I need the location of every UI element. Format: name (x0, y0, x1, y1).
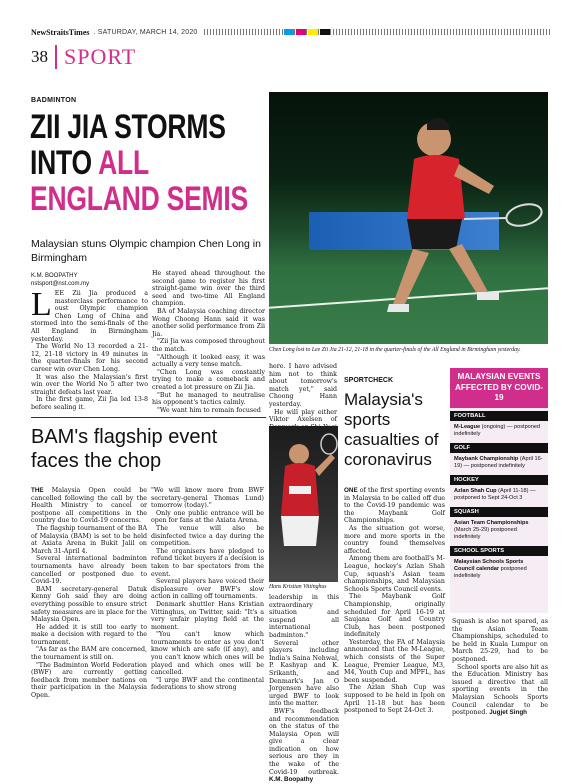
sidebar-category: GOLF (450, 443, 548, 453)
covid-events-sidebar (450, 368, 548, 613)
headline-all: ALL (98, 144, 149, 182)
sidebar-entry (450, 453, 548, 472)
story2-column-3 (269, 594, 339, 784)
event-detail: (April 16-19) — postponed indefinitely (454, 455, 543, 469)
sidebar-category: HOCKEY (450, 475, 548, 485)
story3-headline: Malaysia's sports casualties of coronavirus (344, 390, 439, 469)
story-kicker: BADMINTON (31, 97, 77, 104)
event-detail: postponed indefinitely (454, 565, 527, 579)
story3-column-2 (452, 618, 548, 717)
story3-column (344, 487, 445, 715)
sidebar-item (450, 443, 548, 472)
sidebar-item (450, 411, 548, 440)
sidebar-item (450, 507, 548, 543)
event-name: M-League (454, 423, 481, 430)
paragraph: "As far as the BAM are concerned, the tournament is still on. (31, 646, 147, 662)
byline-name: K.M. BOOPATHY (31, 273, 78, 279)
section-header (31, 42, 136, 72)
paragraph: "I urge BWF and the continental federations to show strong (151, 676, 264, 692)
main-headline (30, 109, 264, 217)
lead-word: ONE (344, 487, 358, 494)
paragraph: As the situation got worse, more and more sports in the country found themselves affected. (344, 524, 445, 555)
author-sign: K.M. Boopathy (269, 776, 314, 784)
paragraph: The flagship tournament of the BA of Malaysia (BAM) is set to be held at Axiata Arena in Bukit Jalil on March 31-April 4. (31, 524, 147, 555)
sidebar-entry (450, 517, 548, 543)
sidebar-category: SCHOOL SPORTS (450, 546, 548, 556)
event-detail: (March 25-29) postponed indefinitely (454, 526, 517, 540)
swatch-magenta (296, 29, 306, 35)
sportcheck-label: SPORTCHECK (344, 377, 394, 384)
paragraph: EE Zii Jia produced a masterclass performance to oust Olympic champion Chen Long of China and stormed into the semi-finals of the All England in Birmingham yesterday. (31, 290, 148, 343)
drop-cap: L (31, 286, 52, 323)
paragraph (452, 664, 548, 717)
headline-into: INTO (30, 144, 92, 182)
divider (31, 417, 266, 418)
paragraph: The Maybank Golf Championship, originally scheduled for April 16-19 at Saujana Golf and Country Club, has been postponed indefinitely (344, 593, 445, 639)
event-name: Asian Team Championships (454, 519, 529, 526)
player-figure (269, 426, 338, 582)
paragraph (269, 708, 339, 784)
headline-line-2 (30, 145, 264, 181)
paragraph: BA of Malaysia coaching director Wong Choong Hann said it was another solid performance from Zii Jia. (152, 307, 265, 338)
paragraph: Only one public entrance will be open for fans at the Axiata Arena. (151, 509, 264, 525)
paragraph: The organisers have pledged to refund ticket buyers if a decision is taken to bar spectators from the event. (151, 547, 264, 578)
headline-line-1: ZII JIA STORMS (30, 108, 226, 146)
lead-text: Malaysia Open could be cancelled following the call by the Health Ministry to cancel or postpone all competitions in the country due to Covid-19 concerns. (31, 487, 147, 525)
paragraph: "We want him to remain focused (157, 406, 261, 414)
event-detail: (April 11-18) — postponed to Sept 24-Oct 3 (454, 487, 536, 501)
masthead (31, 26, 551, 38)
byline-email: nstsport@nst.com.my (31, 281, 90, 287)
event-name: Malaysian Schools Sports Council calendar (454, 558, 524, 572)
paragraph: here. I have advised him not to think about tomorrow's match yet," said Choong Hann yesterday. (269, 363, 337, 408)
sidebar-entry (450, 421, 548, 440)
issue-date: . SATURDAY, MARCH 14, 2020 (93, 28, 198, 36)
story2-column-2 (151, 487, 264, 692)
photo-caption: Chen Long lost to Lee Zii Jia 21-12, 21-18 in the quarter-finals of the All England in Birmingham yesterday. (269, 347, 521, 353)
main-story-column-1 (31, 286, 148, 412)
event-name: Maybank Championship (454, 455, 519, 462)
paragraph (31, 487, 147, 525)
page-number: 38 (31, 45, 57, 69)
story2-headline: BAM's flagship event faces the chop (31, 426, 218, 472)
sidebar-item (450, 546, 548, 582)
paragraph: "Although it looked easy, it was actually a very tense match. (152, 353, 265, 369)
paragraph: He will play either Viktor Axelsen of (269, 408, 337, 424)
headline-line-3: ENGLAND SEMIS (30, 180, 248, 218)
swatch-cyan (284, 29, 294, 35)
paragraph: Several other players including India's Saina Nehwal, P. Kashyap and K. Srikanth, and Denmark's Jan O Jorgensen have also urged BWF to look into the matter. (269, 639, 339, 708)
paragraph: Several players have voiced their displeasure over BWF's slow action in calling off tournaments. (151, 578, 264, 601)
paragraph: In the first game, Zii Jia led 13-8 before sealing it. (31, 396, 148, 411)
chen-long-photo (269, 92, 548, 344)
racket-icon (464, 197, 548, 237)
paragraph: The venue will also be disinfected twice a day during the competition. (151, 524, 264, 548)
paragraph: Squash is also not spared, as the Asian Team Championships, scheduled to be held in Kuala Lumpur on March 25-29, had to be postponed. (452, 618, 548, 663)
sidebar-title: MALAYSIAN EVENTS AFFECTED BY COVID-19 (450, 368, 548, 408)
paragraph: "The Badminton World Federation (BWF) are currently getting feedback from member nations on their participation in the Malaysia Open. (31, 661, 147, 700)
paragraph: It was also the Malaysian's first win over the World No 5 after two straight defeats last year. (31, 373, 148, 396)
event-detail: (ongoing) — postponed indefinitely (454, 423, 541, 437)
newspaper-name: NewStraitsTimes (31, 27, 90, 37)
paragraph: leadership in this extraordinary situation and suspend all international badminton." (269, 594, 339, 639)
swatch-black (320, 29, 330, 35)
paragraph: "We will know more from BWF secretary-general Thomas Lund) tomorrow (today)." (151, 487, 264, 510)
paragraph (344, 487, 445, 525)
paragraph: "Chen Long was constantly trying to make a comeback and created a lot pressure on Zii Jia. (152, 368, 265, 391)
sidebar-item (450, 475, 548, 504)
paragraph: "You can't know which tournaments to enter as you don't know which are safe (if any), and you can't know which ones will be played and which ones will be cancelled. (151, 631, 264, 677)
paragraph-text: School sports are also hit as the Education Ministry has issued a directive that all sporting events in the Malaysian Schools Sports Council calendar to be postponed. (452, 663, 548, 717)
paragraph: Denmark shuttler Hans Kristian Vittinghus, on Twitter, said: "It's a very unfair playing field at the moment. (151, 600, 264, 631)
photo-caption: Hans Kristian Vittinghus (269, 584, 327, 590)
author-sign: Jugjet Singh (489, 709, 528, 717)
sidebar-category: FOOTBALL (450, 411, 548, 421)
paragraph-text: BWF's feedback and recommendation on the status of the Malaysia Open will give a clear indication on how serious are they in the wake of the Covid-19 outbreak. (269, 707, 339, 776)
lead-word: THE (31, 487, 44, 494)
paragraph: Several international badminton tournaments have already been cancelled or postponed due to Covid-19. (31, 555, 147, 586)
paragraph: He added it is still too early to make a decision with regard to the tournament. (31, 623, 147, 646)
paragraph: The World No 13 recorded a 21-12, 21-18 victory in 49 minutes in the quarter-finals for his second career win over Chen Long. (31, 343, 148, 373)
paragraph: He stayed ahead throughout the second game to register his first straight-game win over the third seed and two-time All England champion. (152, 270, 265, 308)
lead-text: of the first sporting events in Malaysia to be called off due to the Covid-19 pandemic was the Maybank Golf Championships. (344, 487, 445, 525)
color-registration-strip (204, 29, 551, 35)
paragraph: "Zii Jia was composed throughout the match. (152, 338, 265, 353)
story-deck: Malaysian stuns Olympic champion Chen Long in Birmingham (31, 238, 261, 264)
story2-column-1 (31, 487, 147, 700)
sidebar-entry (450, 485, 548, 504)
vittinghus-photo (269, 426, 338, 582)
paragraph: Yesterday, the FA of Malaysia announced that the M-League, which consists of the Super League, Premier League, M3, M4, Youth Cup and MPFL, has been suspended. (344, 638, 445, 684)
paragraph: "But he managed to neutralise his opponent's tactics calmly. (152, 391, 265, 407)
swatch-yellow (308, 29, 318, 35)
paragraph: BAM secretary-general Datuk Kenny Goh said they are doing everything possible to ensure strict safety measures are in place for the Malaysia Open. (31, 585, 147, 624)
paragraph: Among them are football's M-League, hockey's Azlan Shah Cup, squash's Asian team championships, and Malaysian Schools Sports Council events. (344, 555, 445, 593)
sidebar-category: SQUASH (450, 507, 548, 517)
event-name: Azlan Shah Cup (454, 487, 497, 494)
paragraph: The Azlan Shah Cup was supposed to be held in Ipoh on April 11-18 but has been postponed to Sept 24-Oct 3. (344, 684, 445, 715)
sidebar-entry (450, 556, 548, 582)
section-title: SPORT (64, 44, 137, 69)
main-story-column-2 (152, 270, 265, 414)
